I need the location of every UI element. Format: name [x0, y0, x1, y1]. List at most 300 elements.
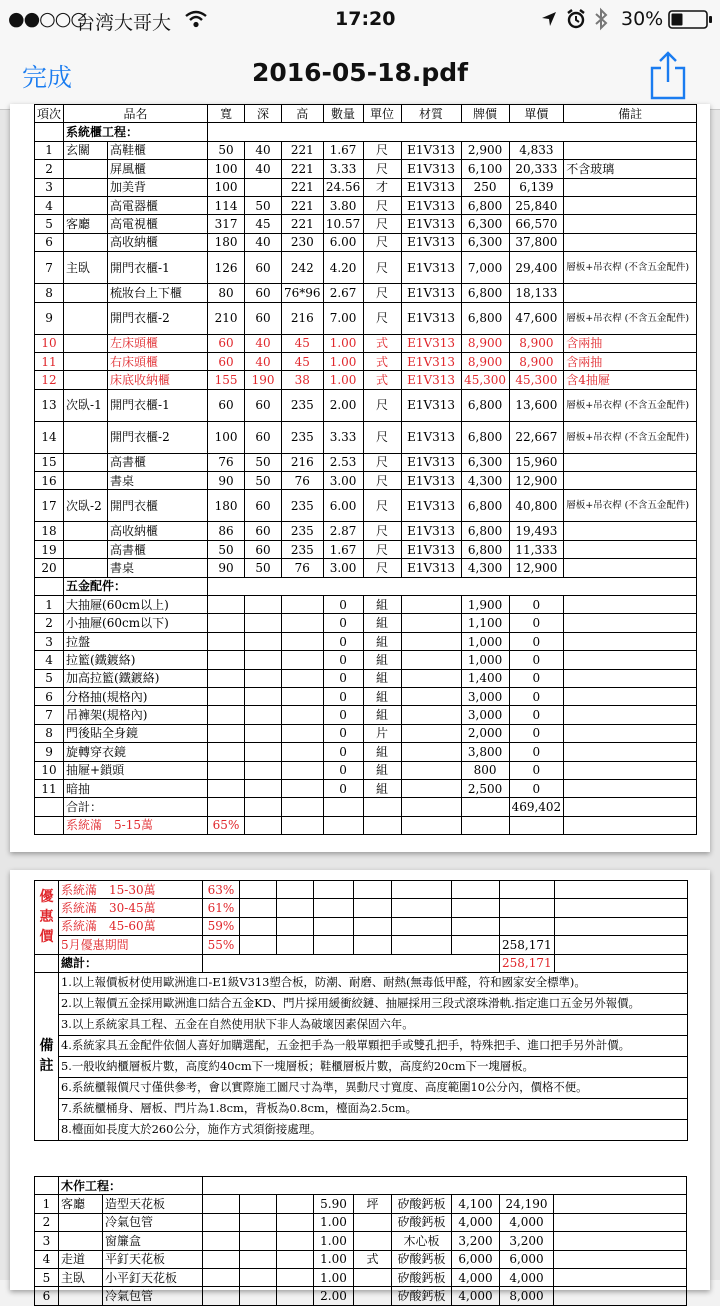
table-row: [35, 724, 697, 742]
table-cell: 高電視櫃: [108, 215, 208, 233]
table-cell: 4.20: [323, 252, 363, 284]
table-row: [35, 1098, 688, 1119]
table-cell: [354, 1268, 392, 1286]
status-bar: [0, 0, 720, 38]
table-cell: 4,300: [461, 559, 509, 577]
done-button[interactable]: 完成: [22, 63, 73, 92]
table-cell: 木心板: [392, 1232, 452, 1250]
table-cell: 式: [354, 1250, 392, 1268]
table-cell: 235: [282, 490, 324, 522]
table-cell: 190: [245, 371, 282, 389]
table-cell: 3,200: [500, 1232, 554, 1250]
battery-icon: [668, 10, 714, 30]
table-cell: E1V313: [401, 352, 461, 370]
table-cell: 單位: [363, 105, 401, 123]
table-cell: 6,300: [461, 215, 509, 233]
table-cell: 2,500: [461, 779, 509, 797]
table-cell: 矽酸鈣板: [392, 1195, 452, 1213]
table-cell: 1: [35, 596, 64, 614]
table-cell: [401, 651, 461, 669]
table-cell: 組: [363, 761, 401, 779]
table-cell: 221: [282, 141, 324, 159]
table-cell: 3,000: [461, 706, 509, 724]
table-cell: 寬: [208, 105, 245, 123]
table-cell: [401, 798, 461, 816]
table-cell: 3: [35, 632, 64, 650]
table-cell: [282, 743, 324, 761]
table-cell: 暗抽: [64, 779, 208, 797]
alarm-icon: [566, 8, 586, 29]
table-cell: [401, 743, 461, 761]
table-cell: [277, 936, 314, 954]
table-cell: E1V313: [401, 141, 461, 159]
table-cell: 6,800: [461, 421, 509, 453]
table-cell: 屏風櫃: [108, 160, 208, 178]
table-cell: 梳妝台上下櫃: [108, 284, 208, 302]
table-cell: 式: [363, 334, 401, 352]
table-cell: [64, 160, 108, 178]
table-cell: 76: [282, 559, 324, 577]
document-title: 2016-05-18.pdf: [251, 58, 469, 87]
table-cell: [240, 917, 277, 935]
table-cell: 0: [509, 743, 564, 761]
table-cell: 3.00: [323, 472, 363, 490]
table-cell: [208, 706, 245, 724]
table-cell: 次臥-2: [64, 490, 108, 522]
table-cell: [564, 632, 697, 650]
table-cell: 牌價: [461, 105, 509, 123]
table-cell: 38: [282, 371, 324, 389]
table-row: [35, 954, 688, 972]
table-cell: [461, 816, 509, 834]
table-cell: 50: [245, 472, 282, 490]
table-cell: [554, 936, 687, 954]
table-cell: E1V313: [401, 522, 461, 540]
table-cell: 4: [35, 1250, 59, 1268]
table-cell: 0: [323, 779, 363, 797]
table-cell: E1V313: [401, 178, 461, 196]
table-cell: 片: [363, 724, 401, 742]
share-icon[interactable]: [648, 50, 688, 100]
table-cell: E1V313: [401, 252, 461, 284]
table-cell: [240, 1195, 277, 1213]
table-cell: [240, 1250, 277, 1268]
table-cell: 式: [363, 371, 401, 389]
table-row: [35, 540, 697, 558]
table-cell: [240, 899, 277, 917]
table-cell: 高書櫃: [108, 453, 208, 471]
table-cell: [59, 1232, 103, 1250]
table-cell: [35, 954, 59, 972]
table-cell: 項次: [35, 105, 64, 123]
table-cell: [240, 1232, 277, 1250]
table-cell: [245, 632, 282, 650]
table-row: [35, 196, 697, 214]
table-row: [35, 490, 697, 522]
table-row: [35, 743, 697, 761]
table-cell: [35, 798, 64, 816]
table-cell: 5: [35, 215, 64, 233]
table-cell: 2.87: [323, 522, 363, 540]
table-cell: [564, 651, 697, 669]
table-cell: 4,000: [452, 1268, 500, 1286]
table-row: [35, 371, 697, 389]
table-row: [35, 1014, 688, 1035]
nav-bar: [0, 38, 720, 110]
table-cell: 開門衣櫃: [108, 490, 208, 522]
table-cell: 800: [461, 761, 509, 779]
table-cell: [64, 334, 108, 352]
table-cell: [64, 352, 108, 370]
table-row: [35, 761, 697, 779]
table-cell: 9: [35, 743, 64, 761]
table-cell: 含兩抽: [564, 334, 697, 352]
table-cell: 高: [282, 105, 324, 123]
table-cell: 0: [509, 596, 564, 614]
table-cell: [554, 954, 687, 972]
table-cell: [277, 1268, 314, 1286]
table-cell: [554, 1250, 687, 1268]
table-cell: 尺: [363, 302, 401, 334]
table-cell: [208, 577, 697, 595]
table-cell: 0: [509, 706, 564, 724]
table-cell: [314, 899, 354, 917]
table-cell: [245, 761, 282, 779]
table-cell: [392, 881, 452, 899]
table-cell: 組: [363, 669, 401, 687]
table-cell: 59%: [203, 917, 240, 935]
table-cell: [282, 816, 324, 834]
table-cell: 1,000: [461, 632, 509, 650]
table-cell: 11: [35, 779, 64, 797]
table-cell: 1.67: [323, 141, 363, 159]
table-cell: 8.檯面如長度大於260公分，施作方式須銜接處理。: [59, 1119, 688, 1140]
table-cell: 開門衣櫃-1: [108, 252, 208, 284]
table-cell: 90: [208, 472, 245, 490]
table-cell: 加高拉籃(鐵鍍絡): [64, 669, 208, 687]
table-cell: 尺: [363, 284, 401, 302]
table-cell: 10: [35, 334, 64, 352]
table-cell: 矽酸鈣板: [392, 1287, 452, 1305]
table-cell: [564, 779, 697, 797]
table-cell: 63%: [203, 881, 240, 899]
quote-table-1: [34, 104, 697, 835]
table-cell: [354, 917, 392, 935]
table-cell: 20,333: [509, 160, 564, 178]
table-cell: 組: [363, 706, 401, 724]
table-cell: [245, 596, 282, 614]
table-cell: [245, 743, 282, 761]
table-cell: [282, 761, 324, 779]
table-cell: 7.系統櫃桶身、層板、門片為1.8cm，背板為0.8cm，檯面為2.5cm。: [59, 1098, 688, 1119]
table-cell: 0: [509, 761, 564, 779]
table-cell: [35, 123, 64, 141]
table-row: [35, 559, 697, 577]
table-cell: 221: [282, 215, 324, 233]
table-cell: 2.00: [314, 1287, 354, 1305]
table-row: [35, 632, 697, 650]
table-cell: 6: [35, 687, 64, 705]
table-cell: [554, 1268, 687, 1286]
table-row: [35, 1250, 687, 1268]
table-cell: [64, 559, 108, 577]
table-cell: [277, 1287, 314, 1305]
table-cell: 拉籃(鐵鍍絡): [64, 651, 208, 669]
table-cell: 5: [35, 669, 64, 687]
table-cell: 55%: [203, 936, 240, 954]
table-cell: 8,900: [461, 334, 509, 352]
table-row: [35, 1268, 687, 1286]
table-cell: [564, 453, 697, 471]
table-row: [35, 1119, 688, 1140]
table-cell: [564, 724, 697, 742]
table-cell: 五金配件：: [64, 577, 208, 595]
table-cell: 0: [323, 687, 363, 705]
table-cell: 40: [245, 233, 282, 251]
table-cell: 客廳: [59, 1195, 103, 1213]
table-cell: 6,800: [461, 490, 509, 522]
table-cell: [509, 816, 564, 834]
table-cell: 2: [35, 160, 64, 178]
table-cell: 50: [245, 453, 282, 471]
table-cell: 書桌: [108, 472, 208, 490]
table-cell: 旋轉穿衣鏡: [64, 743, 208, 761]
table-cell: 0: [323, 706, 363, 724]
table-cell: 5: [35, 1268, 59, 1286]
table-cell: [564, 559, 697, 577]
table-cell: [392, 917, 452, 935]
table-row: [35, 972, 688, 993]
table-cell: 主臥: [59, 1268, 103, 1286]
table-row: [35, 651, 697, 669]
table-cell: 6,800: [461, 302, 509, 334]
table-cell: 4: [35, 651, 64, 669]
table-cell: 尺: [363, 540, 401, 558]
table-cell: [354, 899, 392, 917]
table-cell: 4: [35, 196, 64, 214]
table-cell: 114: [208, 196, 245, 214]
table-cell: 29,400: [509, 252, 564, 284]
table-cell: E1V313: [401, 490, 461, 522]
table-cell: 1.00: [323, 371, 363, 389]
table-cell: [282, 724, 324, 742]
table-row: [35, 899, 688, 917]
table-row: [35, 302, 697, 334]
table-cell: 0: [509, 669, 564, 687]
table-cell: 60: [208, 389, 245, 421]
table-cell: 45: [282, 352, 324, 370]
table-cell: 4,300: [461, 472, 509, 490]
table-cell: 坪: [354, 1195, 392, 1213]
table-cell: 258,171: [500, 954, 555, 972]
table-cell: 冷氣包管: [103, 1287, 203, 1305]
table-cell: 3.33: [323, 160, 363, 178]
table-cell: 1.00: [314, 1268, 354, 1286]
table-cell: 20: [35, 559, 64, 577]
table-cell: 系統櫃工程：: [64, 123, 208, 141]
table-cell: [35, 1177, 59, 1195]
table-cell: 60: [245, 490, 282, 522]
table-cell: 拉盤: [64, 632, 208, 650]
table-row: [35, 453, 697, 471]
table-cell: 4.系統家具五金配件依個人喜好加購選配，五金把手為一般單顆把手或雙孔把手，特殊把手、進口把手另外計價。: [59, 1035, 688, 1056]
table-cell: 尺: [363, 215, 401, 233]
table-cell: 12,900: [509, 559, 564, 577]
table-cell: 18,133: [509, 284, 564, 302]
table-cell: 組: [363, 614, 401, 632]
table-cell: 7.00: [323, 302, 363, 334]
table-cell: [208, 798, 245, 816]
table-cell: 50: [208, 141, 245, 159]
table-row: [35, 123, 697, 141]
battery-percent: 30%: [621, 8, 664, 30]
table-cell: 加美背: [108, 178, 208, 196]
table-cell: [554, 1232, 687, 1250]
table-cell: [314, 917, 354, 935]
table-cell: 50: [245, 559, 282, 577]
table-cell: 60: [245, 252, 282, 284]
table-cell: 不含玻璃: [564, 160, 697, 178]
table-cell: 系統滿 45-60萬: [59, 917, 203, 935]
table-cell: 6,300: [461, 233, 509, 251]
table-cell: 0: [323, 651, 363, 669]
table-cell: [564, 798, 697, 816]
table-cell: 尺: [363, 252, 401, 284]
table-cell: 3,800: [461, 743, 509, 761]
table-cell: E1V313: [401, 421, 461, 453]
table-cell: 216: [282, 453, 324, 471]
table-cell: 高電器櫃: [108, 196, 208, 214]
table-row: [35, 252, 697, 284]
table-cell: 15,960: [509, 453, 564, 471]
table-cell: 4,000: [452, 1213, 500, 1231]
table-cell: [282, 632, 324, 650]
table-cell: [282, 596, 324, 614]
table-cell: [277, 881, 314, 899]
table-row: [35, 233, 697, 251]
table-cell: [240, 1213, 277, 1231]
table-cell: [203, 1287, 240, 1305]
table-cell: 7: [35, 706, 64, 724]
table-cell: 60: [245, 421, 282, 453]
table-cell: 80: [208, 284, 245, 302]
table-cell: [354, 1213, 392, 1231]
table-cell: [564, 233, 697, 251]
table-cell: [401, 669, 461, 687]
table-cell: 24,190: [500, 1195, 554, 1213]
table-cell: 16: [35, 472, 64, 490]
table-cell: 221: [282, 178, 324, 196]
table-cell: 6.系統櫃報價尺寸僅供參考，會以實際施工圖尺寸為準，異動尺寸寬度、高度範圍10公分內，價格不便。: [59, 1077, 688, 1098]
table-cell: [245, 816, 282, 834]
table-cell: 19,493: [509, 522, 564, 540]
table-cell: [245, 706, 282, 724]
table-row: [35, 706, 697, 724]
table-cell: [64, 302, 108, 334]
table-cell: 0: [509, 779, 564, 797]
table-cell: 6,800: [461, 540, 509, 558]
table-cell: [314, 936, 354, 954]
table-cell: 總計：: [59, 954, 203, 972]
table-cell: [401, 724, 461, 742]
table-cell: 3: [35, 1232, 59, 1250]
table-row: [35, 160, 697, 178]
table-cell: [277, 899, 314, 917]
table-cell: [64, 284, 108, 302]
table-row: [35, 1077, 688, 1098]
table-cell: [245, 687, 282, 705]
table-cell: 3,200: [452, 1232, 500, 1250]
table-cell: 大抽屜(60cm以上): [64, 596, 208, 614]
table-cell: 0: [323, 724, 363, 742]
table-cell: 235: [282, 522, 324, 540]
table-cell: [354, 1287, 392, 1305]
table-cell: 1.00: [323, 352, 363, 370]
table-cell: 2.00: [323, 389, 363, 421]
table-cell: [452, 936, 500, 954]
table-cell: 8,000: [500, 1287, 554, 1305]
table-cell: 2.67: [323, 284, 363, 302]
table-cell: [277, 1213, 314, 1231]
table-row: [35, 352, 697, 370]
table-cell: 1,400: [461, 669, 509, 687]
table-cell: 24.56: [323, 178, 363, 196]
table-cell: [564, 687, 697, 705]
table-cell: 尺: [363, 389, 401, 421]
table-cell: 冷氣包管: [103, 1213, 203, 1231]
table-cell: [208, 651, 245, 669]
table-cell: E1V313: [401, 196, 461, 214]
table-cell: 60: [245, 540, 282, 558]
table-cell: [208, 724, 245, 742]
table-cell: [564, 196, 697, 214]
table-cell: [282, 669, 324, 687]
table-cell: 1,100: [461, 614, 509, 632]
table-cell: 15: [35, 453, 64, 471]
table-cell: [64, 421, 108, 453]
table-cell: E1V313: [401, 215, 461, 233]
table-cell: 1: [35, 141, 64, 159]
table-cell: 1.00: [314, 1250, 354, 1268]
clock: 17:20: [335, 8, 396, 30]
table-row: [35, 687, 697, 705]
table-cell: 0: [323, 632, 363, 650]
table-cell: [564, 816, 697, 834]
table-cell: [282, 706, 324, 724]
table-cell: 37,800: [509, 233, 564, 251]
table-cell: [240, 936, 277, 954]
table-cell: 2: [35, 1213, 59, 1231]
table-cell: [554, 1213, 687, 1231]
table-cell: 86: [208, 522, 245, 540]
table-cell: [208, 614, 245, 632]
table-cell: 11,333: [509, 540, 564, 558]
table-cell: [564, 761, 697, 779]
table-cell: 60: [245, 522, 282, 540]
table-cell: [277, 917, 314, 935]
table-row: [35, 779, 697, 797]
pdf-viewer[interactable]: [0, 106, 720, 1304]
table-cell: 13,600: [509, 389, 564, 421]
table-cell: [245, 651, 282, 669]
table-cell: 右床頭櫃: [108, 352, 208, 370]
table-cell: 床底收納櫃: [108, 371, 208, 389]
table-cell: [245, 614, 282, 632]
table-cell: [564, 540, 697, 558]
table-cell: E1V313: [401, 233, 461, 251]
table-cell: 0: [323, 669, 363, 687]
table-row: [35, 1195, 687, 1213]
